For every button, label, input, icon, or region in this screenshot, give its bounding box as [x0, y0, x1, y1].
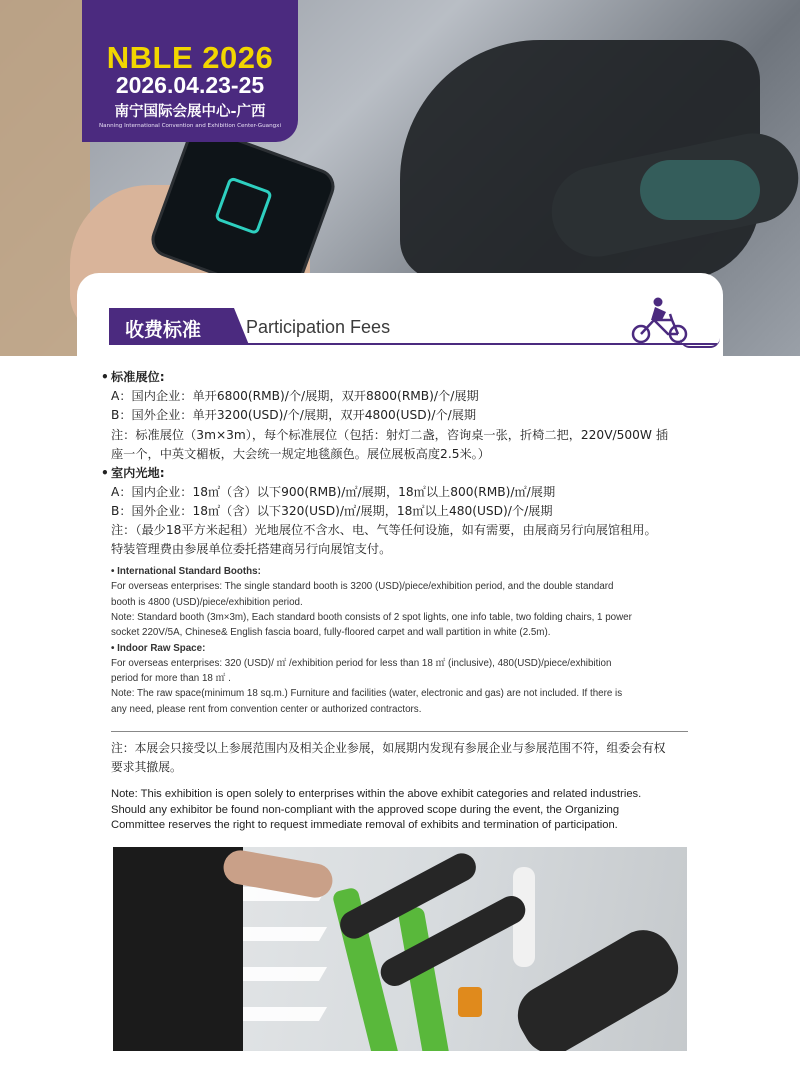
- en-intl-2: booth is 4800 (USD)/piece/exhibition period.: [111, 597, 303, 608]
- phone-app-icon: [214, 176, 273, 235]
- notice-en-line-3: Committee reserves the right to request immediate removal of exhibits and termination of participation.: [111, 819, 618, 831]
- section-heading: [109, 308, 717, 345]
- en-raw-heading: • Indoor Raw Space:: [111, 643, 206, 654]
- event-venue-en: Nanning International Convention and Exhibition Center-Guangxi: [98, 123, 282, 129]
- notice-en-line-2: Should any exhibitor be found non-compliant with the approved scope during the event, the Organizing: [111, 803, 620, 816]
- notice-en: [111, 787, 691, 834]
- cn-standard-a: A：国内企业：单开6800(RMB)/个/展期，双开8800(RMB)/个/展期: [111, 389, 479, 403]
- cn-standard-heading: • 标准展位:: [101, 370, 165, 384]
- en-raw-note-2: any need, please rent from convention center or authorized contractors.: [111, 704, 422, 715]
- cn-standard-note-1: 注：标准展位（3m×3m），每个标准展位（包括：射灯二盏，咨询桌一张，折椅二把，220V/500W 插: [111, 428, 669, 442]
- en-intl-1: For overseas enterprises: The single standard booth is 3200 (USD)/piece/exhibition period, and the double standard: [111, 581, 614, 592]
- section-title-en: Participation Fees: [246, 317, 391, 337]
- section-title-cn: 收费标准: [125, 319, 202, 341]
- event-badge: [82, 0, 298, 142]
- en-intl-note-1: Note: Standard booth (3m×3m), Each standard booth consists of 2 spot lights, one info table, two folding chairs, 1 power: [111, 612, 632, 623]
- cn-raw-note-2: 特装管理费由参展单位委托搭建商另行向展馆支付。: [111, 542, 392, 556]
- event-title: NBLE 2026: [106, 40, 274, 75]
- en-intl-heading: • International Standard Booths:: [111, 566, 261, 577]
- cn-raw-a: A：国内企业：18㎡（含）以下900(RMB)/㎡/展期，18㎡以上800(RMB)/㎡/展期: [111, 485, 556, 499]
- cyclist-swoosh: [680, 338, 720, 348]
- en-raw-2: period for more than 18 ㎡ .: [111, 673, 231, 684]
- scooter-photo: [113, 847, 687, 1051]
- event-venue-cn: 南宁国际会展中心-广西: [114, 104, 266, 120]
- cn-standard-b: B：国外企业：单开3200(USD)/个/展期，双开4800(USD)/个/展期: [111, 408, 477, 422]
- notice-cn: [111, 739, 691, 777]
- person: [113, 847, 243, 1051]
- cn-raw-heading: • 室内光地:: [101, 466, 165, 480]
- reflector: [458, 987, 482, 1017]
- cn-standard-note-2: 座一个，中英文楣板，大会统一规定地毯颜色。展位展板高度2.5米。）: [111, 447, 490, 461]
- cyclist-icon: [628, 296, 694, 344]
- event-dates: 2026.04.23-25: [115, 72, 265, 98]
- scooter-grip: [640, 160, 760, 220]
- divider: [111, 731, 688, 732]
- notice-en-line-1: Note: This exhibition is open solely to enterprises within the above exhibit categories and related industries.: [111, 788, 642, 800]
- en-raw-1: For overseas enterprises: 320 (USD)/ ㎡ /exhibition period for less than 18 ㎡ (inclusive), 480(USD)/piece/exhibition: [111, 658, 612, 669]
- section-heading-underline: [109, 343, 717, 345]
- en-intl-note-2: socket 220V/5A, Chinese& English fascia board, fully-floored carpet and wall partition in white (2.5m).: [111, 627, 551, 638]
- cn-raw-note-1: 注：（最少18平方米起租）光地展位不含水、电、气等任何设施，如有需要，由展商另行向展馆租用。: [111, 523, 657, 537]
- cn-raw-b: B：国外企业：18㎡（含）以下320(USD)/㎡/展期，18㎡以上480(USD)/个/展期: [111, 504, 553, 518]
- notice-cn-line-1: 注：本展会只接受以上参展范围内及相关企业参展，如展期内发现有参展企业与参展范围不符，组委会有权: [111, 741, 666, 755]
- notice-cn-line-2: 要求其撤展。: [111, 760, 182, 774]
- en-raw-note-1: Note: The raw space(minimum 18 sq.m.) Furniture and facilities (water, electronic and gas) are not included. If there is: [111, 688, 623, 699]
